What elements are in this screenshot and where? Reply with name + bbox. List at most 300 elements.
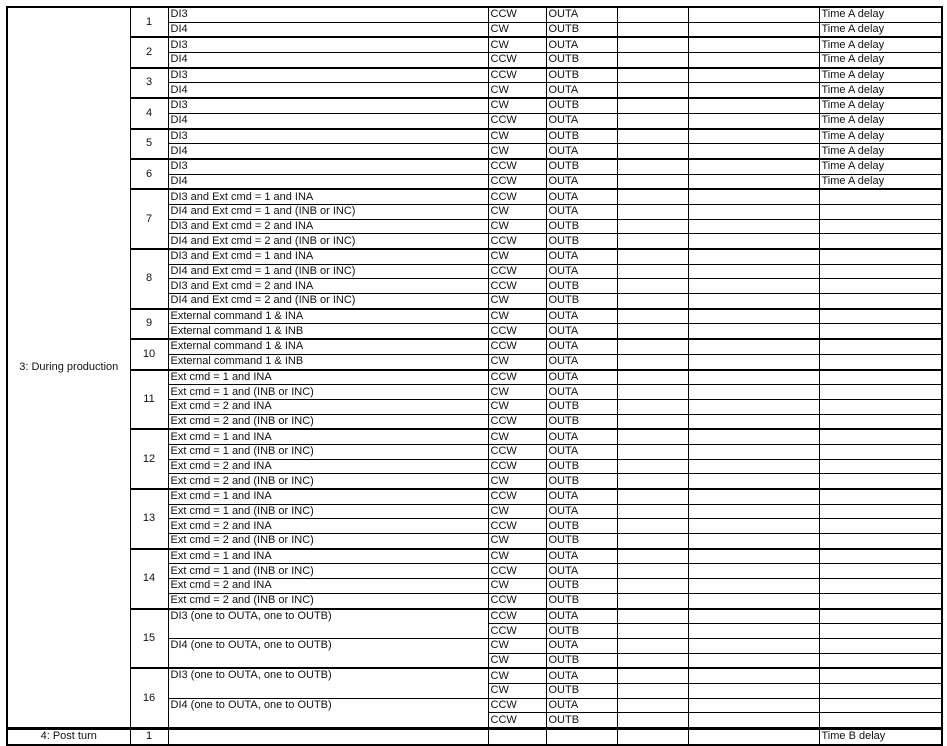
empty-cell [688, 159, 819, 174]
empty-cell [688, 385, 819, 400]
direction-cell: CCW [488, 68, 546, 83]
empty-cell [688, 534, 819, 549]
output-cell: OUTB [546, 624, 617, 639]
mode-number: 1 [130, 7, 168, 37]
mode-number: 2 [130, 37, 168, 67]
table-row [7, 339, 942, 354]
mode-number: 6 [130, 159, 168, 189]
empty-cell [617, 324, 688, 339]
direction-cell: CCW [488, 459, 546, 474]
direction-cell: CCW [488, 174, 546, 189]
empty-cell [617, 370, 688, 385]
empty-cell [617, 234, 688, 249]
delay-cell [819, 279, 942, 294]
direction-cell: CW [488, 83, 546, 98]
delay-cell [819, 593, 942, 608]
trigger-condition: External command 1 & INA [168, 339, 488, 354]
trigger-condition: External command 1 & INA [168, 309, 488, 324]
delay-cell: Time A delay [819, 113, 942, 128]
direction-cell: CCW [488, 414, 546, 429]
empty-cell [617, 53, 688, 68]
mode-number: 8 [130, 249, 168, 309]
delay-cell [819, 638, 942, 653]
mode-number: 4 [130, 98, 168, 128]
output-cell: OUTB [546, 593, 617, 608]
table-row [7, 429, 942, 444]
direction-cell: CCW [488, 189, 546, 204]
trigger-condition: External command 1 & INB [168, 324, 488, 339]
empty-cell [688, 683, 819, 698]
empty-cell [617, 474, 688, 489]
output-cell: OUTB [546, 474, 617, 489]
delay-cell: Time A delay [819, 53, 942, 68]
trigger-condition: Ext cmd = 2 and INA [168, 459, 488, 474]
trigger-condition: DI3 and Ext cmd = 1 and INA [168, 189, 488, 204]
output-cell: OUTA [546, 354, 617, 369]
output-cell: OUTA [546, 113, 617, 128]
trigger-condition: Ext cmd = 1 and INA [168, 549, 488, 564]
trigger-condition: DI4 [168, 83, 488, 98]
delay-cell [819, 579, 942, 594]
direction-cell: CW [488, 309, 546, 324]
direction-cell: CCW [488, 7, 546, 22]
delay-cell [819, 683, 942, 698]
mode-number: 5 [130, 129, 168, 159]
output-cell: OUTA [546, 370, 617, 385]
empty-cell [688, 309, 819, 324]
empty-cell [688, 579, 819, 594]
trigger-condition: DI3 (one to OUTA, one to OUTB) [168, 609, 488, 639]
empty-cell [688, 564, 819, 579]
trigger-condition: Ext cmd = 1 and (INB or INC) [168, 504, 488, 519]
table-row [7, 37, 942, 52]
trigger-condition: Ext cmd = 2 and (INB or INC) [168, 474, 488, 489]
direction-cell: CW [488, 354, 546, 369]
table-row [7, 7, 942, 22]
empty-cell [617, 219, 688, 234]
empty-cell [617, 564, 688, 579]
direction-cell: CCW [488, 159, 546, 174]
output-cell: OUTA [546, 324, 617, 339]
empty-cell [617, 713, 688, 729]
direction-cell: CW [488, 579, 546, 594]
output-cell: OUTA [546, 549, 617, 564]
output-cell: OUTB [546, 414, 617, 429]
output-cell: OUTB [546, 519, 617, 534]
empty-cell [617, 354, 688, 369]
direction-cell: CW [488, 294, 546, 309]
delay-cell: Time A delay [819, 37, 942, 52]
direction-cell: CCW [488, 444, 546, 459]
empty-cell [688, 624, 819, 639]
direction-cell: CW [488, 653, 546, 668]
mode-number: 7 [130, 189, 168, 249]
empty-cell [617, 249, 688, 264]
direction-cell: CW [488, 385, 546, 400]
empty-cell [688, 698, 819, 713]
table-row [7, 609, 942, 624]
empty-cell [688, 399, 819, 414]
empty-cell [688, 489, 819, 504]
output-cell: OUTA [546, 385, 617, 400]
direction-cell: CW [488, 534, 546, 549]
trigger-condition: DI4 and Ext cmd = 2 and (INB or INC) [168, 234, 488, 249]
empty-cell [688, 370, 819, 385]
delay-cell [819, 698, 942, 713]
direction-cell: CW [488, 204, 546, 219]
trigger-condition: DI4 and Ext cmd = 2 and (INB or INC) [168, 294, 488, 309]
output-cell: OUTA [546, 37, 617, 52]
empty-cell [617, 98, 688, 113]
output-cell: OUTA [546, 204, 617, 219]
output-cell: OUTB [546, 129, 617, 144]
delay-cell: Time A delay [819, 159, 942, 174]
trigger-condition: Ext cmd = 2 and INA [168, 399, 488, 414]
table-row [7, 189, 942, 204]
output-cell: OUTB [546, 279, 617, 294]
trigger-condition: DI3 [168, 159, 488, 174]
empty-cell [617, 129, 688, 144]
delay-cell: Time A delay [819, 68, 942, 83]
empty-cell [688, 98, 819, 113]
empty-cell [617, 339, 688, 354]
trigger-condition: DI4 [168, 22, 488, 37]
trigger-condition: Ext cmd = 1 and INA [168, 370, 488, 385]
trigger-condition: DI4 (one to OUTA, one to OUTB) [168, 638, 488, 668]
direction-cell: CW [488, 98, 546, 113]
empty-cell [688, 234, 819, 249]
empty-cell [617, 504, 688, 519]
direction-cell: CW [488, 144, 546, 159]
output-cell: OUTB [546, 219, 617, 234]
mode-number: 11 [130, 370, 168, 430]
table-row [7, 68, 942, 83]
delay-cell: Time A delay [819, 129, 942, 144]
empty-cell [688, 459, 819, 474]
delay-cell: Time A delay [819, 7, 942, 22]
direction-cell: CCW [488, 624, 546, 639]
output-cell: OUTB [546, 294, 617, 309]
empty-cell [617, 113, 688, 128]
delay-cell [819, 219, 942, 234]
empty-cell [688, 729, 819, 745]
empty-cell [617, 459, 688, 474]
delay-cell [819, 668, 942, 683]
trigger-condition: DI3 [168, 7, 488, 22]
empty-cell [688, 53, 819, 68]
empty-cell [688, 414, 819, 429]
trigger-condition: DI3 [168, 37, 488, 52]
empty-cell [617, 7, 688, 22]
direction-cell: CCW [488, 279, 546, 294]
trigger-condition: DI3 [168, 129, 488, 144]
direction-cell: CW [488, 399, 546, 414]
delay-cell [819, 324, 942, 339]
empty-cell [617, 264, 688, 279]
trigger-condition: DI4 [168, 113, 488, 128]
phase-label: 3: During production [7, 7, 130, 729]
empty-cell [688, 638, 819, 653]
output-cell: OUTA [546, 564, 617, 579]
empty-cell [617, 174, 688, 189]
trigger-condition: Ext cmd = 1 and INA [168, 429, 488, 444]
empty-cell [688, 279, 819, 294]
empty-cell [617, 653, 688, 668]
empty-cell [617, 83, 688, 98]
empty-cell [688, 324, 819, 339]
empty-cell [688, 549, 819, 564]
output-cell: OUTA [546, 249, 617, 264]
table-row [7, 249, 942, 264]
output-cell: OUTB [546, 579, 617, 594]
empty-cell [617, 399, 688, 414]
direction-cell [488, 729, 546, 745]
empty-cell [688, 609, 819, 624]
mode-number: 15 [130, 609, 168, 669]
empty-cell [688, 653, 819, 668]
mode-number: 12 [130, 429, 168, 489]
empty-cell [617, 729, 688, 745]
empty-cell [688, 83, 819, 98]
delay-cell [819, 474, 942, 489]
output-cell: OUTB [546, 653, 617, 668]
empty-cell [617, 37, 688, 52]
direction-cell: CW [488, 37, 546, 52]
direction-cell: CCW [488, 489, 546, 504]
direction-cell: CW [488, 129, 546, 144]
direction-cell: CW [488, 683, 546, 698]
direction-cell: CCW [488, 698, 546, 713]
table-row [7, 489, 942, 504]
empty-cell [688, 668, 819, 683]
empty-cell [688, 7, 819, 22]
trigger-condition: DI3 and Ext cmd = 1 and INA [168, 249, 488, 264]
output-cell: OUTB [546, 534, 617, 549]
delay-cell [819, 249, 942, 264]
delay-cell [819, 204, 942, 219]
empty-cell [617, 189, 688, 204]
output-cell: OUTA [546, 83, 617, 98]
delay-cell: Time B delay [819, 729, 942, 745]
delay-cell [819, 234, 942, 249]
direction-cell: CCW [488, 370, 546, 385]
delay-cell [819, 354, 942, 369]
table-row [7, 159, 942, 174]
empty-cell [688, 504, 819, 519]
output-cell: OUTB [546, 713, 617, 729]
output-cell: OUTB [546, 98, 617, 113]
output-cell: OUTA [546, 609, 617, 624]
output-cell: OUTA [546, 698, 617, 713]
trigger-condition: Ext cmd = 1 and INA [168, 489, 488, 504]
delay-cell: Time A delay [819, 144, 942, 159]
output-cell: OUTA [546, 339, 617, 354]
table-row [7, 309, 942, 324]
trigger-condition: DI4 [168, 174, 488, 189]
delay-cell [819, 399, 942, 414]
direction-cell: CCW [488, 339, 546, 354]
direction-cell: CCW [488, 519, 546, 534]
empty-cell [617, 593, 688, 608]
delay-cell: Time A delay [819, 83, 942, 98]
trigger-condition [168, 729, 488, 745]
empty-cell [617, 698, 688, 713]
direction-cell: CW [488, 429, 546, 444]
table-row-post-turn [7, 729, 942, 745]
direction-cell: CCW [488, 609, 546, 624]
trigger-condition: Ext cmd = 2 and (INB or INC) [168, 593, 488, 608]
empty-cell [688, 294, 819, 309]
empty-cell [617, 429, 688, 444]
delay-cell: Time A delay [819, 22, 942, 37]
direction-cell: CCW [488, 713, 546, 729]
delay-cell [819, 264, 942, 279]
output-cell [546, 729, 617, 745]
mode-number: 13 [130, 489, 168, 549]
delay-cell [819, 294, 942, 309]
output-cell: OUTA [546, 429, 617, 444]
delay-cell [819, 444, 942, 459]
direction-cell: CW [488, 474, 546, 489]
empty-cell [617, 385, 688, 400]
empty-cell [617, 519, 688, 534]
delay-cell [819, 489, 942, 504]
table-row [7, 549, 942, 564]
trigger-condition: Ext cmd = 2 and (INB or INC) [168, 534, 488, 549]
table-row [7, 129, 942, 144]
direction-cell: CCW [488, 53, 546, 68]
output-cell: OUTA [546, 638, 617, 653]
delay-cell [819, 414, 942, 429]
mode-number: 14 [130, 549, 168, 609]
direction-cell: CCW [488, 564, 546, 579]
output-cell: OUTB [546, 683, 617, 698]
trigger-condition: DI4 (one to OUTA, one to OUTB) [168, 698, 488, 728]
empty-cell [617, 534, 688, 549]
direction-cell: CW [488, 219, 546, 234]
mode-number: 1 [130, 729, 168, 745]
trigger-condition: DI4 and Ext cmd = 1 and (INB or INC) [168, 264, 488, 279]
empty-cell [617, 683, 688, 698]
empty-cell [688, 264, 819, 279]
empty-cell [688, 204, 819, 219]
output-cell: OUTA [546, 264, 617, 279]
trigger-condition: DI3 [168, 98, 488, 113]
trigger-condition: Ext cmd = 1 and (INB or INC) [168, 564, 488, 579]
delay-cell [819, 189, 942, 204]
delay-cell [819, 519, 942, 534]
empty-cell [688, 189, 819, 204]
empty-cell [688, 474, 819, 489]
empty-cell [688, 219, 819, 234]
direction-cell: CW [488, 504, 546, 519]
empty-cell [688, 174, 819, 189]
trigger-condition: Ext cmd = 2 and INA [168, 579, 488, 594]
phase-label-post: 4: Post turn [7, 729, 130, 745]
output-cell: OUTB [546, 68, 617, 83]
output-cell: OUTA [546, 668, 617, 683]
empty-cell [617, 414, 688, 429]
mode-number: 10 [130, 339, 168, 369]
output-cell: OUTB [546, 399, 617, 414]
output-cell: OUTA [546, 189, 617, 204]
empty-cell [617, 279, 688, 294]
delay-cell [819, 459, 942, 474]
output-cell: OUTA [546, 489, 617, 504]
output-cell: OUTA [546, 7, 617, 22]
empty-cell [617, 309, 688, 324]
empty-cell [617, 624, 688, 639]
trigger-condition: DI3 [168, 68, 488, 83]
delay-cell [819, 534, 942, 549]
empty-cell [688, 144, 819, 159]
output-cell: OUTB [546, 234, 617, 249]
empty-cell [617, 579, 688, 594]
delay-cell [819, 609, 942, 624]
delay-cell [819, 429, 942, 444]
empty-cell [688, 444, 819, 459]
empty-cell [688, 339, 819, 354]
output-cell: OUTA [546, 504, 617, 519]
trigger-condition: External command 1 & INB [168, 354, 488, 369]
trigger-condition: DI3 and Ext cmd = 2 and INA [168, 219, 488, 234]
direction-cell: CCW [488, 113, 546, 128]
mode-number: 16 [130, 668, 168, 728]
delay-cell [819, 309, 942, 324]
delay-cell [819, 653, 942, 668]
delay-cell: Time A delay [819, 174, 942, 189]
delay-cell [819, 385, 942, 400]
output-cell: OUTB [546, 22, 617, 37]
direction-cell: CW [488, 668, 546, 683]
delay-cell [819, 713, 942, 729]
delay-cell [819, 339, 942, 354]
trigger-condition: DI4 and Ext cmd = 1 and (INB or INC) [168, 204, 488, 219]
trigger-condition: Ext cmd = 1 and (INB or INC) [168, 385, 488, 400]
output-cell: OUTA [546, 174, 617, 189]
output-cell: OUTA [546, 144, 617, 159]
trigger-condition: DI4 [168, 53, 488, 68]
empty-cell [617, 22, 688, 37]
empty-cell [617, 204, 688, 219]
empty-cell [617, 489, 688, 504]
table-row [7, 370, 942, 385]
table-row [7, 98, 942, 113]
empty-cell [617, 159, 688, 174]
delay-cell [819, 564, 942, 579]
direction-cell: CCW [488, 593, 546, 608]
trigger-condition: Ext cmd = 2 and (INB or INC) [168, 414, 488, 429]
empty-cell [617, 444, 688, 459]
output-cell: OUTA [546, 444, 617, 459]
table-row [7, 668, 942, 683]
delay-cell [819, 370, 942, 385]
empty-cell [617, 549, 688, 564]
empty-cell [617, 68, 688, 83]
delay-cell: Time A delay [819, 98, 942, 113]
empty-cell [688, 249, 819, 264]
empty-cell [617, 294, 688, 309]
direction-cell: CW [488, 22, 546, 37]
direction-cell: CCW [488, 234, 546, 249]
empty-cell [617, 668, 688, 683]
mode-number: 9 [130, 309, 168, 339]
empty-cell [688, 429, 819, 444]
empty-cell [688, 129, 819, 144]
empty-cell [617, 609, 688, 624]
trigger-condition: DI3 and Ext cmd = 2 and INA [168, 279, 488, 294]
direction-cell: CW [488, 638, 546, 653]
